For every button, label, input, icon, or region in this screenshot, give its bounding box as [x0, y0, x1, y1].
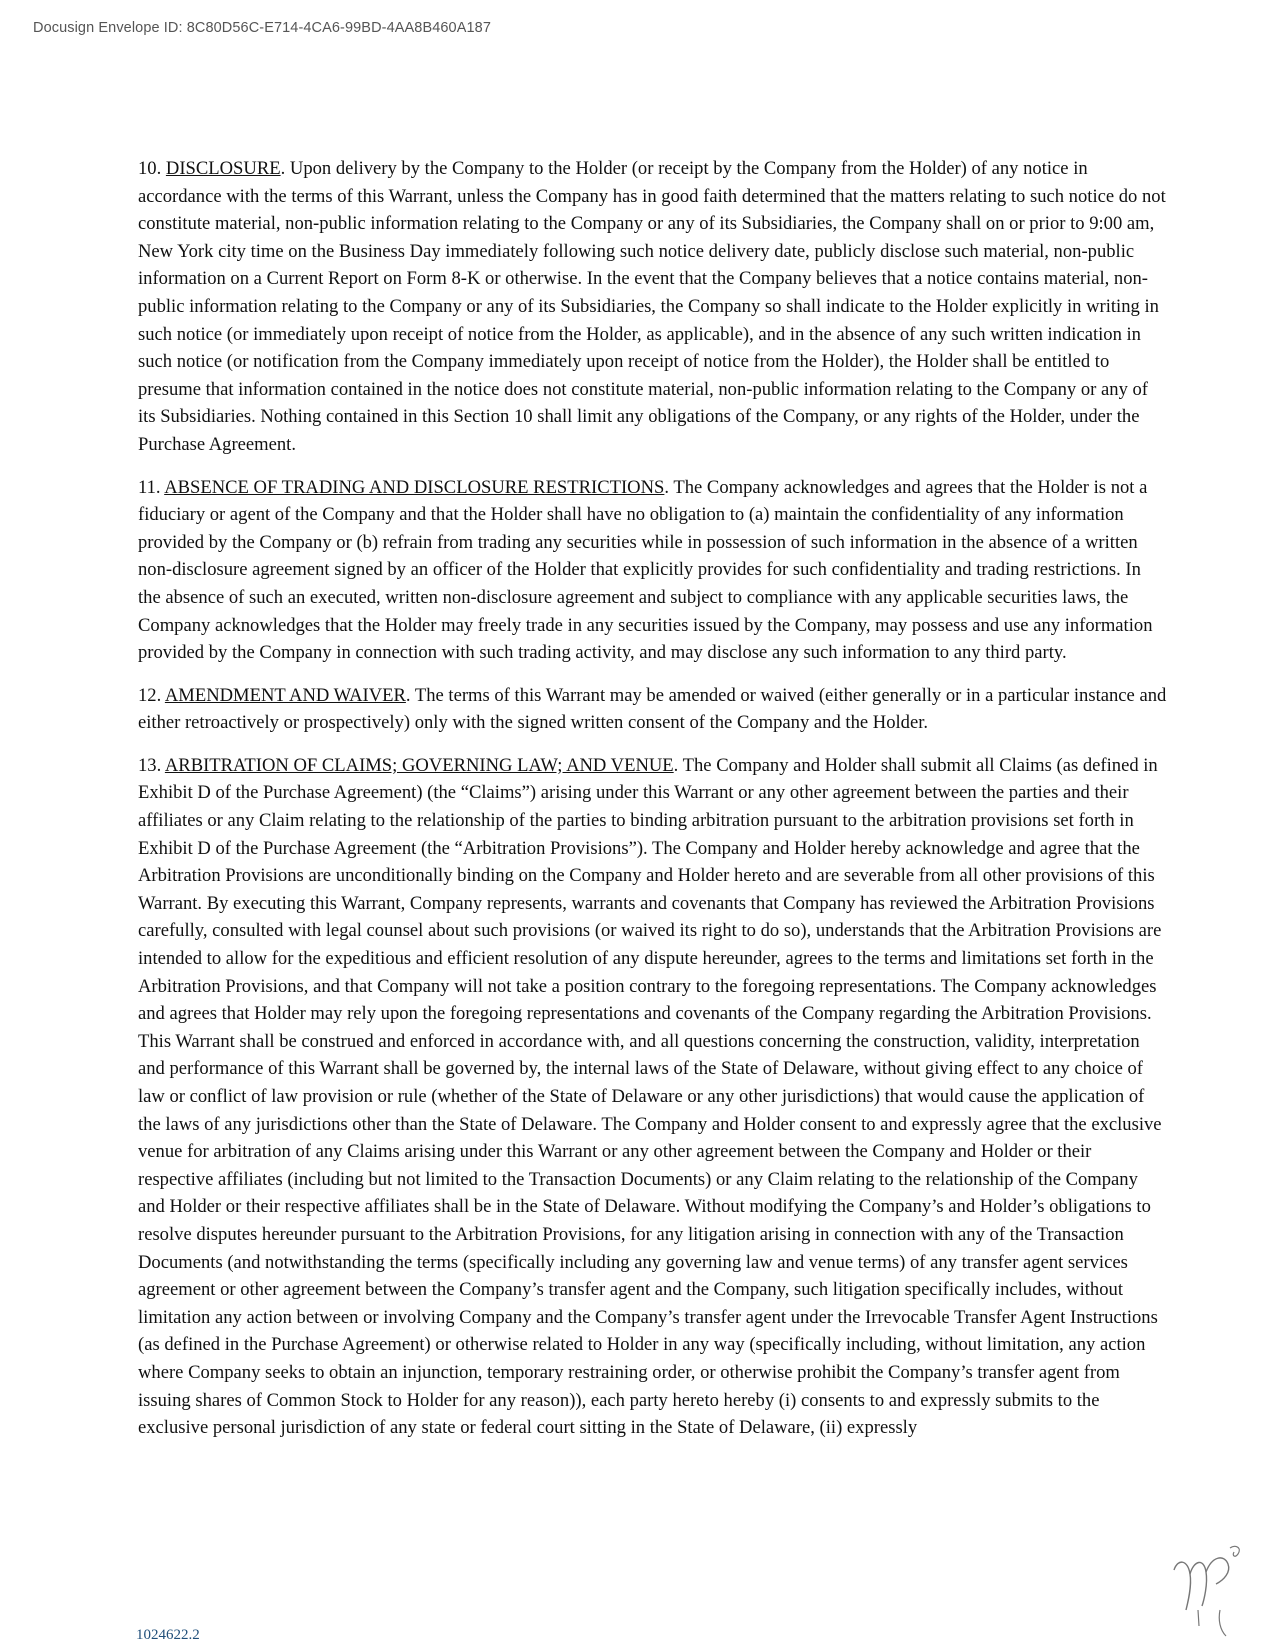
section-12: 12. AMENDMENT AND WAIVER. The terms of this Warrant may be amended or waived (either generally or in a particular instance and either retroactively or prospectively) only with the signed written consent of the Company and the Holder.	[138, 684, 1167, 734]
section-number: 11.	[138, 476, 161, 498]
section-11: 11. ABSENCE OF TRADING AND DISCLOSURE RESTRICTIONS. The Company acknowledges and agrees that the Holder is not a fiduciary or agent of the Company and that the Holder shall have no obligation to (a) maintain the confidentiality of any information provided by the Company or (b) refrain from trading any securities while in possession of such information in the absence of a written non-disclosure agreement signed by an officer of the Holder that explicitly provides for such confidentiality and trading restrictions. In the absence of such an executed, written non-disclosure agreement and subject to compliance with any applicable securities laws, the Company acknowledges that the Holder may freely trade in any securities issued by the Company, may possess and use any information provided by the Company in connection with such trading activity, and may disclose any such information to any third party.	[138, 476, 1153, 664]
initials-signature	[1168, 1540, 1248, 1640]
section-number: 13.	[138, 754, 162, 776]
section-body: The terms of this Warrant may be amended or waived (either generally or in a particular instance and either retroactively or prospectively) only with the signed written consent of the Company and the Holder.	[138, 684, 1167, 734]
section-body: The Company and Holder shall submit all Claims (as defined in Exhibit D of the Purchase Agreement) (the “Claims”) arising under this Warrant or any other agreement between the parties and their affiliates or any Claim relating to the relationship of the parties to binding arbitration pursuant to the arbitration provisions set forth in Exhibit D of the Purchase Agreement (the “Arbitration Provisions”). The Company and Holder hereby acknowledge and agree that the Arbitration Provisions are unconditionally binding on the Company and Holder hereto and are severable from all other provisions of this Warrant. By executing this Warrant, Company represents, warrants and covenants that Company has reviewed the Arbitration Provisions carefully, consulted with legal counsel about such provisions (or waived its right to do so), understands that the Arbitration Provisions are intended to allow for the expeditious and efficient resolution of any dispute hereunder, agrees to the terms and limitations set forth in the Arbitration Provisions, and that Company will not take a position contrary to the foregoing representations. The Company acknowledges and agrees that Holder may rely upon the foregoing representations and covenants of the Company regarding the Arbitration Provisions. This Warrant shall be construed and enforced in accordance with, and all questions concerning the construction, validity, interpretation and performance of this Warrant shall be governed by, the internal laws of the State of Delaware, without giving effect to any choice of law or conflict of law provision or rule (whether of the State of Delaware or any other jurisdictions) that would cause the application of the laws of any jurisdictions other than the State of Delaware. The Company and Holder consent to and expressly agree that the exclusive venue for arbitration of any Claims arising under this Warrant or any other agreement between the Company and Holder or their respective affiliates (including but not limited to the Transaction Documents) or any Claim relating to the relationship of the Company and Holder or their respective affiliates shall be in the State of Delaware. Without modifying the Company’s and Holder’s obligations to resolve disputes hereunder pursuant to the Arbitration Provisions, for any litigation arising in connection with any of the Transaction Documents (and notwithstanding the terms (specifically including any governing law and venue terms) of any transfer agent services agreement or other agreement between the Company’s transfer agent and the Company, such litigation specifically includes, without limitation any action between or involving Company and the Company’s transfer agent under the Irrevocable Transfer Agent Instructions (as defined in the Purchase Agreement) or otherwise related to Holder in any way (specifically including, without limitation, any action where Company seeks to obtain an injunction, temporary restraining order, or otherwise prohibit the Company’s transfer agent from issuing shares of Common Stock to Holder for any reason)), each party hereto hereby (i) consents to and expressly submits to the exclusive personal jurisdiction of any state or federal court sitting in the State of Delaware, (ii) expressly	[138, 754, 1162, 1439]
section-number: 10.	[138, 158, 162, 179]
document-number: 1024622.2	[136, 1627, 200, 1643]
section-body: The Company acknowledges and agrees that the Holder is not a fiduciary or agent of the Company and that the Holder shall have no obligation to (a) maintain the confidentiality of any information provided by the Company or (b) refrain from trading any securities while in possession of such information in the absence of a written non-disclosure agreement signed by an officer of the Holder that explicitly provides for such confidentiality and trading restrictions. In the absence of such an executed, written non-disclosure agreement and subject to compliance with any applicable securities laws, the Company acknowledges that the Holder may freely trade in any securities issued by the Company, may possess and use any information provided by the Company in connection with such trading activity, and may disclose any such information to any third party.	[138, 476, 1153, 664]
section-heading: ARBITRATION OF CLAIMS; GOVERNING LAW; AND VENUE	[164, 754, 674, 776]
section-10: 10. DISCLOSURE. Upon delivery by the Company to the Holder (or receipt by the Company from the Holder) of any notice in accordance with the terms of this Warrant, unless the Company has in good faith determined that the matters relating to such notice do not constitute material, non-public information relating to the Company or any of its Subsidiaries, the Company shall on or prior to 9:00 am, New York city time on the Business Day immediately following such notice delivery date, publicly disclose such material, non-public information on a Current Report on Form 8-K or otherwise. In the event that the Company believes that a notice contains material, non-public information relating to the Company or any of its Subsidiaries, the Company so shall indicate to the Holder explicitly in writing in such notice (or immediately upon receipt of notice from the Holder, as applicable), and in the absence of any such written indication in such notice (or notification from the Company immediately upon receipt of notice from the Holder), the Holder shall be entitled to presume that information contained in the notice does not constitute material, non-public information relating to the Company or any of its Subsidiaries. Nothing contained in this Section 10 shall limit any obligations of the Company, or any rights of the Holder, under the Purchase Agreement.	[138, 158, 1166, 455]
document-body	[138, 155, 1168, 1457]
section-body: Upon delivery by the Company to the Holder (or receipt by the Company from the Holder) of any notice in accordance with the terms of this Warrant, unless the Company has in good faith determined that the matters relating to such notice do not constitute material, non-public information relating to the Company or any of its Subsidiaries, the Company shall on or prior to 9:00 am, New York city time on the Business Day immediately following such notice delivery date, publicly disclose such material, non-public information on a Current Report on Form 8-K or otherwise. In the event that the Company believes that a notice contains material, non-public information relating to the Company or any of its Subsidiaries, the Company so shall indicate to the Holder explicitly in writing in such notice (or immediately upon receipt of notice from the Holder, as applicable), and in the absence of any such written indication in such notice (or notification from the Company immediately upon receipt of notice from the Holder), the Holder shall be entitled to presume that information contained in the notice does not constitute material, non-public information relating to the Company or any of its Subsidiaries. Nothing contained in this Section 10 shall limit any obligations of the Company, or any rights of the Holder, under the Purchase Agreement.	[138, 158, 1166, 455]
section-heading: ABSENCE OF TRADING AND DISCLOSURE RESTRICTIONS	[164, 476, 665, 498]
section-13: 13. ARBITRATION OF CLAIMS; GOVERNING LAW; AND VENUE. The Company and Holder shall submit all Claims (as defined in Exhibit D of the Purchase Agreement) (the “Claims”) arising under this Warrant or any other agreement between the parties and their affiliates or any Claim relating to the relationship of the parties to binding arbitration pursuant to the arbitration provisions set forth in Exhibit D of the Purchase Agreement (the “Arbitration Provisions”). The Company and Holder hereby acknowledge and agree that the Arbitration Provisions are unconditionally binding on the Company and Holder hereto and are severable from all other provisions of this Warrant. By executing this Warrant, Company represents, warrants and covenants that Company has reviewed the Arbitration Provisions carefully, consulted with legal counsel about such provisions (or waived its right to do so), understands that the Arbitration Provisions are intended to allow for the expeditious and efficient resolution of any dispute hereunder, agrees to the terms and limitations set forth in the Arbitration Provisions, and that Company will not take a position contrary to the foregoing representations. The Company acknowledges and agrees that Holder may rely upon the foregoing representations and covenants of the Company regarding the Arbitration Provisions. This Warrant shall be construed and enforced in accordance with, and all questions concerning the construction, validity, interpretation and performance of this Warrant shall be governed by, the internal laws of the State of Delaware, without giving effect to any choice of law or conflict of law provision or rule (whether of the State of Delaware or any other jurisdictions) that would cause the application of the laws of any jurisdictions other than the State of Delaware. The Company and Holder consent to and expressly agree that the exclusive venue for arbitration of any Claims arising under this Warrant or any other agreement between the Company and Holder or their respective affiliates (including but not limited to the Transaction Documents) or any Claim relating to the relationship of the Company and Holder or their respective affiliates shall be in the State of Delaware. Without modifying the Company’s and Holder’s obligations to resolve disputes hereunder pursuant to the Arbitration Provisions, for any litigation arising in connection with any of the Transaction Documents (and notwithstanding the terms (specifically including any governing law and venue terms) of any transfer agent services agreement or other agreement between the Company’s transfer agent and the Company, such litigation specifically includes, without limitation any action between or involving Company and the Company’s transfer agent under the Irrevocable Transfer Agent Instructions (as defined in the Purchase Agreement) or otherwise related to Holder in any way (specifically including, without limitation, any action where Company seeks to obtain an injunction, temporary restraining order, or otherwise prohibit the Company’s transfer agent from issuing shares of Common Stock to Holder for any reason)), each party hereto hereby (i) consents to and expressly submits to the exclusive personal jurisdiction of any state or federal court sitting in the State of Delaware, (ii) expressly	[138, 754, 1162, 1439]
section-number: 12.	[138, 684, 162, 706]
docusign-envelope-id: Docusign Envelope ID: 8C80D56C-E714-4CA6-99BD-4AA8B460A187	[33, 20, 491, 36]
section-heading: AMENDMENT AND WAIVER	[164, 684, 406, 706]
section-heading: DISCLOSURE	[165, 158, 281, 179]
